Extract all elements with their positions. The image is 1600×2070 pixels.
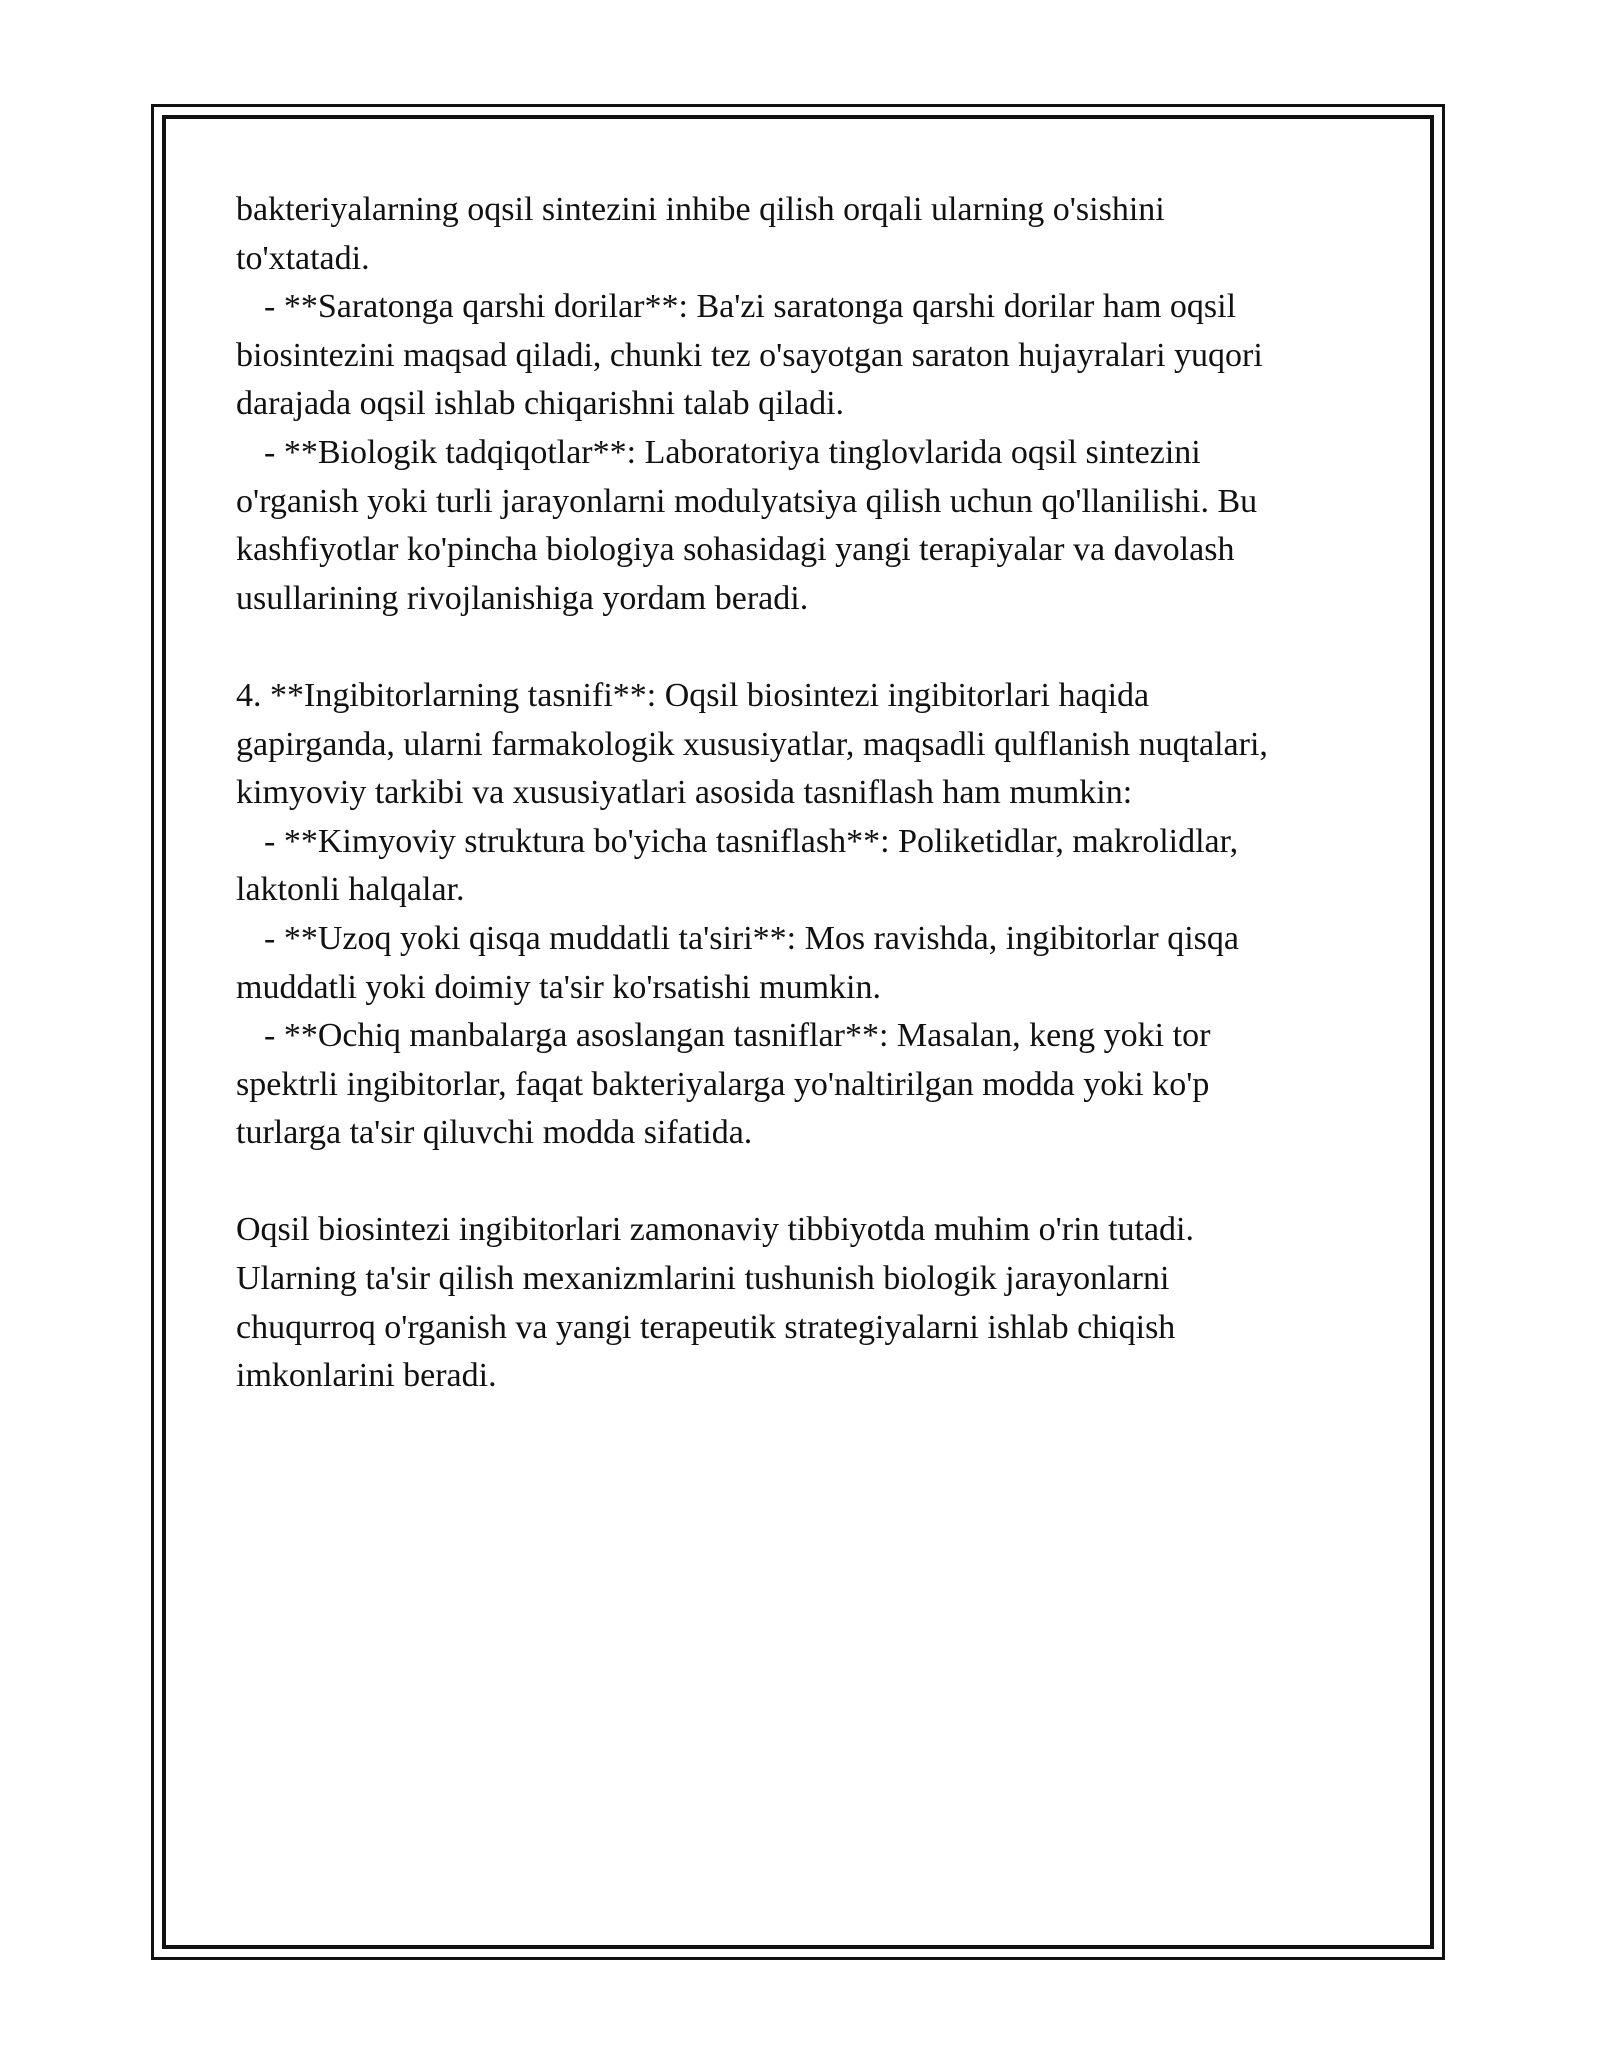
paragraph-continuation	[236, 186, 1366, 623]
text-line: muddatli yoki doimiy ta'sir ko'rsatishi mumkin.	[236, 968, 882, 1006]
bullet-item-kimyoviy: - **Kimyoviy struktura bo'yicha tasniflash**: Poliketidlar, makrolidlar,	[264, 822, 1239, 860]
text-line: bakteriyalarning oqsil sintezini inhibe qilish orqali ularning o'sishini	[236, 191, 1165, 228]
text-line: Oqsil biosintezi ingibitorlari zamonaviy tibbiyotda muhim o'rin tutadi.	[236, 1211, 1194, 1249]
text-line: gapirganda, ularni farmakologik xususiyatlar, maqsadli qulflanish nuqtalari,	[236, 725, 1268, 763]
text-line: o'rganish yoki turli jarayonlarni modulyatsiya qilish uchun qo'llanilishi. Bu	[236, 482, 1258, 520]
bullet-item-ochiq: - **Ochiq manbalarga asoslangan tasniflar**: Masalan, keng yoki tor	[264, 1017, 1211, 1055]
bullet-item-uzoq: - **Uzoq yoki qisqa muddatli ta'siri**: Mos ravishda, ingibitorlar qisqa	[264, 919, 1239, 957]
document-body	[236, 186, 1366, 1401]
text-line: kimyoviy tarkibi va xususiyatlari asosida tasniflash ham mumkin:	[236, 774, 1133, 812]
section-classification	[236, 672, 1366, 1158]
text-line: to'xtatadi.	[236, 239, 370, 277]
bullet-item-biologik: - **Biologik tadqiqotlar**: Laboratoriya tinglovlarida oqsil sintezini	[264, 433, 1201, 471]
paragraph-spacer	[236, 1158, 1366, 1207]
text-line: spektrli ingibitorlar, faqat bakteriyalarga yo'naltirilgan modda yoki ko'p	[236, 1065, 1210, 1103]
numbered-item-4: 4. **Ingibitorlarning tasnifi**: Oqsil biosintezi ingibitorlari haqida	[236, 676, 1150, 714]
text-line: Ularning ta'sir qilish mexanizmlarini tushunish biologik jarayonlarni	[236, 1260, 1170, 1298]
text-line: laktonli halqalar.	[236, 871, 465, 909]
bullet-item-saratonga: - **Saratonga qarshi dorilar**: Ba'zi saratonga qarshi dorilar ham oqsil	[264, 288, 1237, 326]
paragraph-conclusion	[236, 1206, 1366, 1400]
text-line: kashfiyotlar ko'pincha biologiya sohasidagi yangi terapiyalar va davolash	[236, 531, 1235, 569]
paragraph-spacer	[236, 623, 1366, 672]
text-line: darajada oqsil ishlab chiqarishni talab qiladi.	[236, 385, 845, 423]
text-line: imkonlarini beradi.	[236, 1357, 497, 1395]
text-line: turlarga ta'sir qiluvchi modda sifatida.	[236, 1114, 753, 1152]
text-line: chuqurroq o'rganish va yangi terapeutik strategiyalarni ishlab chiqish	[236, 1308, 1176, 1346]
text-line: biosintezini maqsad qiladi, chunki tez o'sayotgan saraton hujayralari yuqori	[236, 336, 1263, 374]
text-line: usullarining rivojlanishiga yordam beradi.	[236, 579, 809, 617]
